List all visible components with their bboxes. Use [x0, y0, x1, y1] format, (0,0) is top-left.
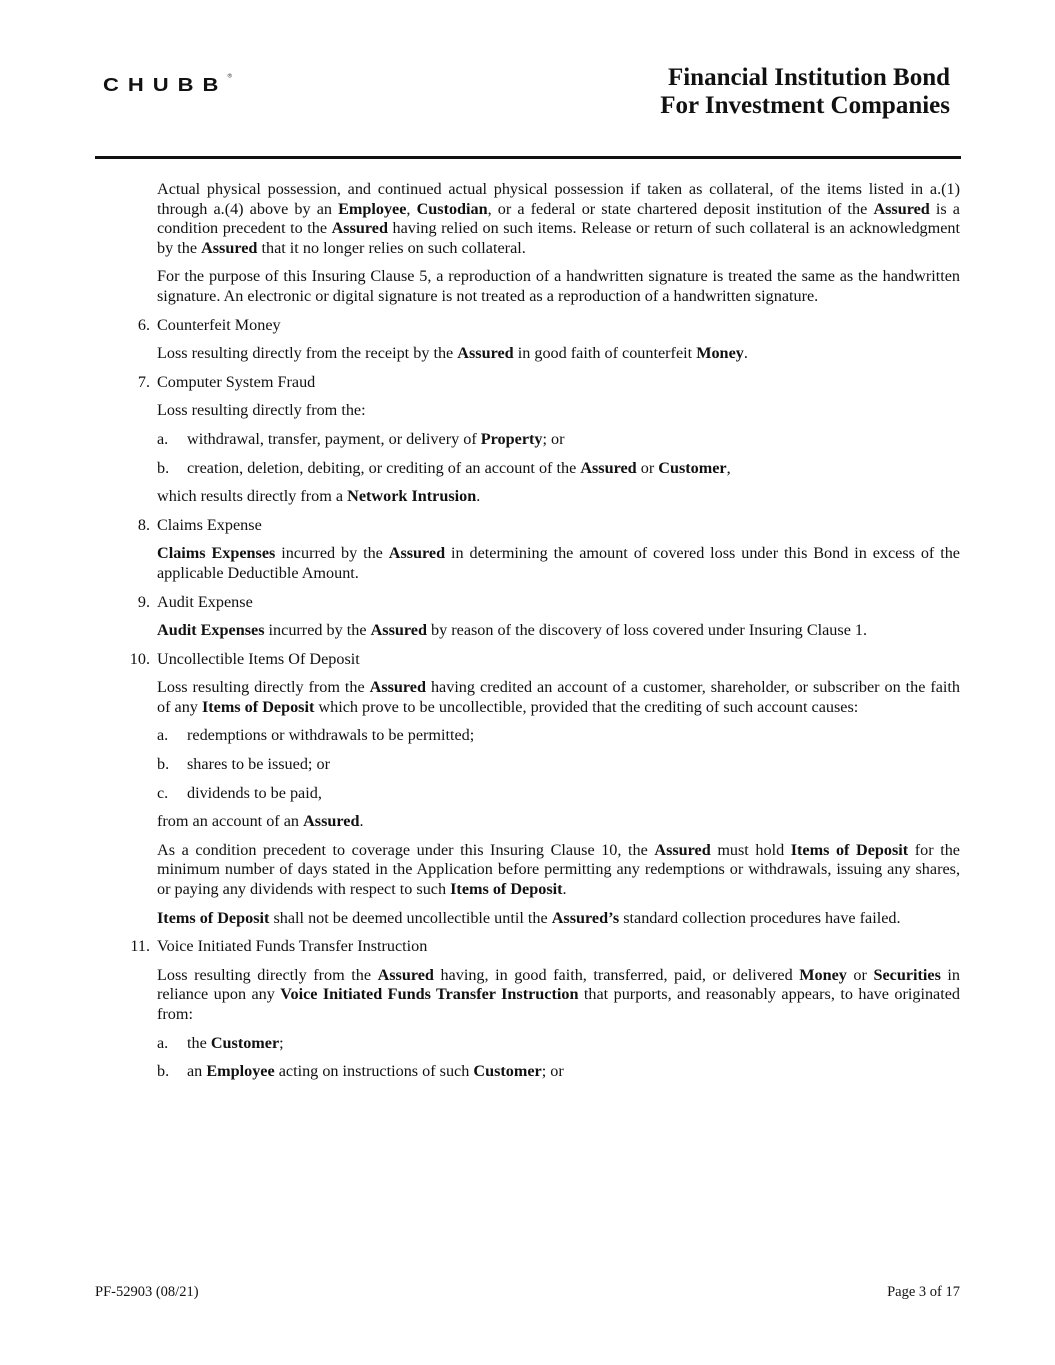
list-letter: a. [157, 429, 169, 448]
text-run: an [187, 1062, 207, 1081]
text-run: Loss resulting directly from the [157, 678, 370, 697]
paragraph-signature-reproduction [157, 267, 960, 306]
list-item [157, 755, 960, 775]
list-text [187, 1062, 564, 1080]
list-letter: b. [157, 1062, 170, 1081]
defined-term: Assured [201, 238, 258, 257]
clause-heading-11 [130, 937, 960, 957]
list-letter: a. [157, 1033, 169, 1052]
list-text [187, 430, 565, 448]
paragraph-computer-fraud-intro [157, 401, 960, 421]
title-line-2: For Investment Companies [660, 92, 950, 119]
clause-number: 9. [137, 592, 150, 611]
text-run: incurred by the [264, 621, 371, 640]
defined-term: Assured [331, 219, 388, 238]
text-run: shall not be deemed uncollectible until the [269, 908, 552, 927]
text-run: For the purpose of this Insuring Clause 5, a reproduction of a handwritten signature is treated the same as the handwritten signature. An electronic or digital signature is not treated as a reproduction of a handwritten signature. [157, 267, 960, 305]
defined-term: Assured [457, 344, 514, 363]
text-run: creation, deletion, debiting, or crediting of an account of the [187, 458, 581, 477]
list-letter: c. [157, 783, 169, 802]
defined-term: Money [696, 344, 744, 363]
list-text [187, 784, 322, 802]
document-title [660, 64, 950, 120]
text-run: having relied on such items. Release or return of such collateral is an acknowledgment by the [157, 219, 961, 257]
text-run: standard collection procedures have failed. [619, 908, 901, 927]
list-letter: a. [157, 726, 169, 745]
clause-title: Voice Initiated Funds Transfer Instruction [157, 937, 428, 956]
text-run: Actual physical possession, and continued actual physical possession if taken as collateral, of the items listed in a.(1) through a.(4) above by an [157, 180, 960, 218]
text-run: Loss resulting directly from the [157, 965, 378, 984]
text-run: , [726, 458, 731, 477]
registered-mark: ® [227, 73, 232, 80]
list-text [187, 726, 474, 744]
defined-term: Claims Expenses [157, 544, 276, 563]
defined-term: Assured [580, 458, 637, 477]
text-run: . [476, 487, 481, 506]
paragraph-collateral-possession [157, 180, 960, 258]
list-text [187, 459, 731, 477]
list-item [157, 429, 960, 450]
list-item [157, 726, 960, 746]
clause-number: 6. [137, 315, 150, 334]
page-number: Page 3 of 17 [887, 1284, 960, 1300]
defined-term: Property [480, 429, 543, 448]
defined-term: Voice Initiated Funds Transfer Instruction [280, 985, 579, 1004]
list-text [187, 755, 330, 773]
text-run: . [359, 812, 364, 831]
text-run: redemptions or withdrawals to be permitted; [187, 726, 475, 745]
defined-term: Network Intrusion [347, 487, 477, 506]
text-run: or [636, 458, 659, 477]
paragraph-from-account [157, 812, 960, 832]
clause-heading-6 [137, 315, 960, 336]
text-run: by reason of the discovery of loss covered under Insuring Clause 1. [426, 621, 868, 640]
text-run: . [562, 880, 567, 899]
text-run: incurred by the [275, 544, 389, 563]
defined-term: Customer [658, 458, 727, 477]
text-run: acting on instructions of such [274, 1062, 474, 1081]
list-text [187, 1034, 284, 1052]
list-item [157, 458, 960, 479]
chubb-logo [103, 74, 232, 96]
text-run: , or a federal or state chartered deposit institution of the [487, 199, 874, 218]
defined-term: Assured [303, 812, 360, 831]
list-item [157, 1062, 960, 1082]
defined-term: Employee [206, 1062, 275, 1081]
list-item [157, 783, 960, 804]
defined-term: Customer [210, 1033, 280, 1052]
defined-term: Assured [654, 840, 711, 859]
defined-term: Employee [338, 199, 407, 218]
defined-term: Assured [388, 544, 446, 563]
defined-term: Assured [377, 965, 434, 984]
text-run: . [743, 344, 748, 363]
text-run: must hold [710, 840, 791, 859]
text-run: having, in good faith, transferred, paid, or delivered [433, 965, 800, 984]
text-run: in good faith of counterfeit [513, 344, 697, 363]
list-letter: b. [157, 755, 170, 774]
text-run: that purports, and reasonably appears, to have originated from: [157, 985, 960, 1023]
clause-number: 10. [129, 649, 150, 668]
defined-term: Audit Expenses [157, 621, 265, 640]
clause-heading-7 [137, 372, 960, 393]
text-run: dividends to be paid, [187, 783, 322, 802]
paragraph-claims-expense [157, 544, 960, 583]
paragraph-collection-procedures [157, 909, 960, 929]
defined-term: Items of Deposit [450, 880, 563, 899]
paragraph-uncollectible-intro [157, 678, 960, 717]
header-divider [95, 156, 961, 159]
title-line-1: Financial Institution Bond [667, 64, 950, 91]
clause-number: 7. [137, 372, 150, 391]
defined-term: Custodian [416, 199, 488, 218]
clause-heading-8 [137, 515, 960, 536]
clause-number: 8. [137, 515, 150, 534]
text-run: that it no longer relies on such collateral. [257, 238, 526, 257]
text-run: in reliance upon any [157, 965, 961, 1004]
defined-term: Items of Deposit [157, 908, 270, 927]
text-run: or [846, 965, 874, 984]
text-run: in determining the amount of covered loss under this Bond in excess of the applicable Deductible Amount. [157, 544, 960, 582]
text-run: ; or [542, 429, 565, 448]
paragraph-audit-expense [157, 621, 960, 641]
text-run: ; or [541, 1062, 564, 1081]
list-item [157, 1033, 960, 1054]
defined-term: Securities [873, 965, 941, 984]
text-run: which results directly from a [157, 487, 348, 506]
clause-heading-10 [129, 649, 960, 670]
defined-term: Items of Deposit [790, 840, 909, 859]
text-run: shares to be issued; or [187, 755, 330, 774]
text-run: Loss resulting directly from the receipt by the [157, 344, 458, 363]
text-run: ; [279, 1033, 284, 1052]
defined-term: Assured [370, 621, 427, 640]
clause-title: Uncollectible Items Of Deposit [157, 649, 360, 668]
text-run: Loss resulting directly from the: [157, 401, 366, 420]
form-number: PF-52903 (08/21) [95, 1284, 199, 1300]
clause-title: Counterfeit Money [157, 315, 281, 334]
text-run: the [187, 1033, 211, 1052]
paragraph-condition-precedent [157, 841, 960, 900]
clause-title: Computer System Fraud [157, 372, 316, 391]
text-run: from an account of an [157, 812, 304, 831]
paragraph-counterfeit-money [157, 344, 960, 364]
defined-term: Assured’s [551, 908, 620, 927]
logo-text: CHUBB [103, 73, 228, 96]
paragraph-network-intrusion [157, 487, 960, 507]
text-run: having credited an account of a customer, shareholder, or subscriber on the faith of any [157, 678, 960, 716]
paragraph-voice-transfer-intro [157, 966, 960, 1025]
defined-term: Items of Deposit [201, 697, 315, 716]
defined-term: Assured [369, 678, 426, 697]
list-letter: b. [157, 458, 170, 477]
clause-number: 11. [130, 937, 150, 956]
text-run: is a condition precedent to the [157, 199, 960, 238]
text-run: which prove to be uncollectible, provided that the crediting of such account causes: [314, 697, 859, 716]
defined-term: Assured [873, 199, 930, 218]
defined-term: Money [799, 965, 847, 984]
defined-term: Customer [473, 1062, 542, 1081]
clause-heading-9 [137, 592, 960, 613]
text-run: for the minimum number of days stated in the Application before permitting any redemptions or withdrawals, issuing any shares, or paying any dividends with respect to such [157, 840, 960, 899]
text-run: As a condition precedent to coverage under this Insuring Clause 10, the [157, 840, 655, 859]
text-run: withdrawal, transfer, payment, or delivery of [187, 429, 481, 448]
clause-title: Audit Expense [157, 592, 253, 611]
document-body [118, 180, 960, 1091]
text-run: , [406, 199, 417, 218]
clause-title: Claims Expense [157, 515, 262, 534]
